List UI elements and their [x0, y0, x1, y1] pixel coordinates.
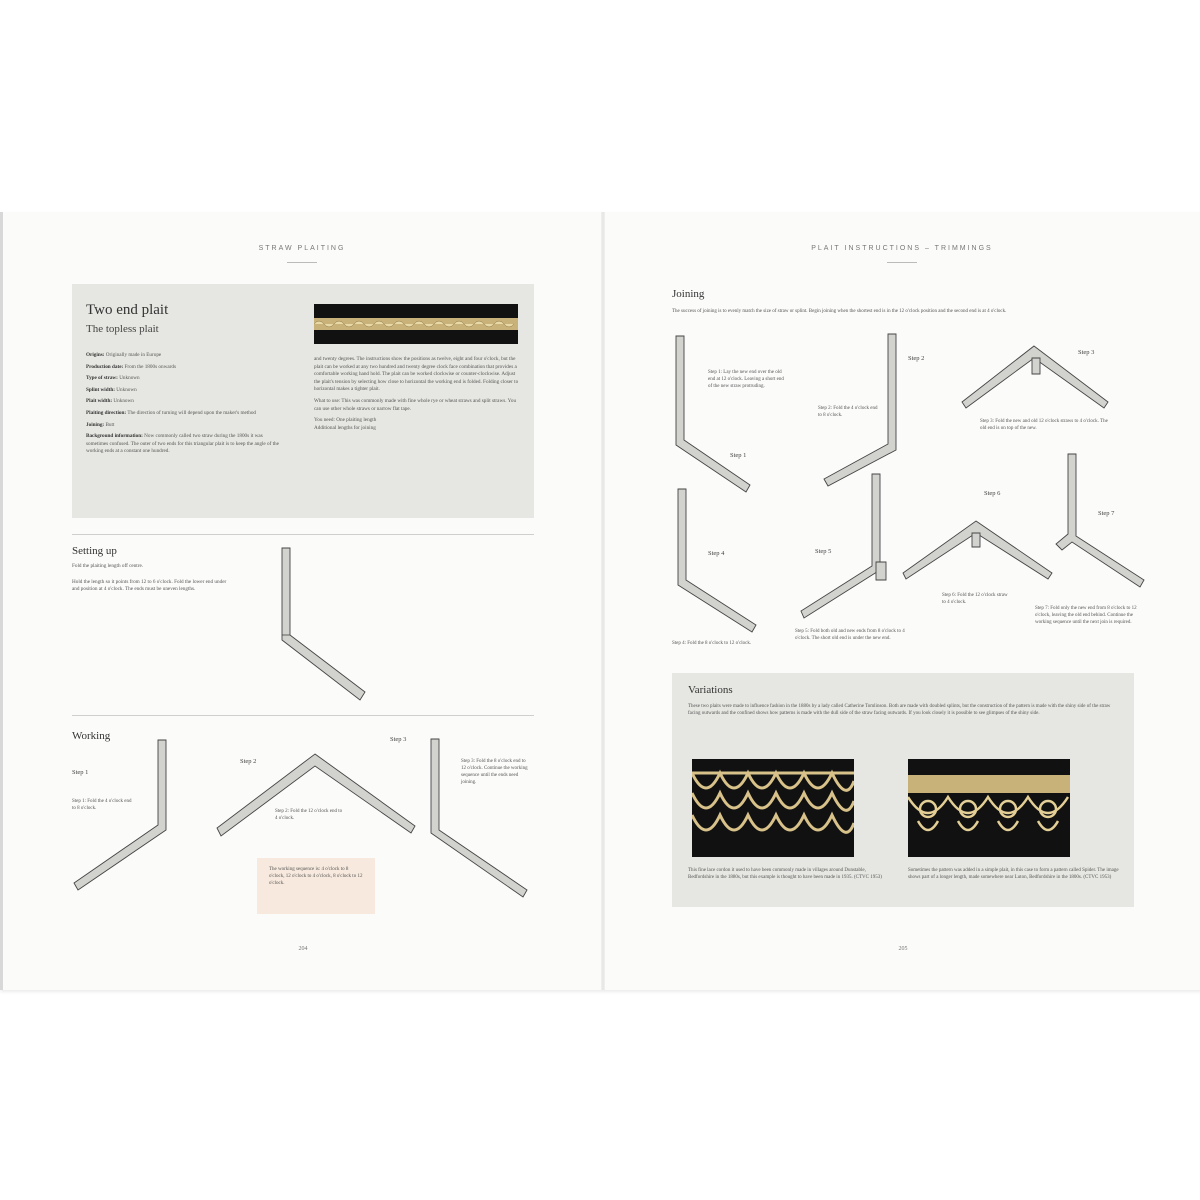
working-heading: Working [72, 730, 111, 742]
right-head-rule [887, 262, 917, 263]
working-step2-diagram [215, 748, 420, 843]
setting-up-heading: Setting up [72, 545, 117, 557]
info-field: Joining: Butt [86, 421, 115, 428]
page-gutter [601, 212, 605, 990]
spider-caption: Sometimes the pattern was added in a simple plait, in this case to form a pattern called Spider. The image shows part of a longer length, made somewhere near Luton, Bedfordshire in the 1800s. (CTVC 1953) [908, 868, 1119, 880]
scallop-lace-photo [692, 759, 854, 857]
working-sequence-note: The working sequence is: 4 o'clock to 8 o'clock, 12 o'clock to 4 o'clock, 8 o'clock to 12 o'clock. [257, 858, 375, 914]
info-field: Origins: Originally made in Europe [86, 352, 162, 358]
right-running-head: PLAIT INSTRUCTIONS – TRIMMINGS [811, 245, 993, 252]
joining-step2-diagram [820, 330, 900, 490]
working-step3-label: Step 3 [390, 736, 407, 743]
section-divider [72, 715, 534, 716]
plait-title: Two end plait [86, 302, 169, 318]
joining-step5-label: Step 5 [815, 548, 832, 555]
joining-step7-label: Step 7 [1098, 510, 1115, 517]
info-right-column [314, 356, 520, 432]
joining-step2-label: Step 2 [908, 355, 925, 362]
variations-box [672, 673, 1134, 907]
joining-step5-diagram [798, 470, 893, 625]
info-field: Production date: From the 1800s onwards [86, 363, 176, 370]
info-box [72, 284, 534, 518]
right-folio: 205 [898, 946, 908, 952]
joining-step1-diagram [668, 330, 758, 495]
joining-step3-text: Step 3: Fold the new and old 12 o'clock straws to 4 o'clock. The old end is on top of the new. [980, 419, 1108, 431]
setting-up-text [72, 563, 232, 594]
joining-heading: Joining [672, 288, 705, 300]
joining-step4-label: Step 4 [708, 550, 725, 557]
info-field: Plaiting direction: The direction of turning will depend upon the maker's method [86, 409, 257, 416]
info-field: Plait width: Unknown [86, 398, 134, 405]
working-step2-text: Step 2: Fold the 12 o'clock end to 4 o'clock. [275, 809, 343, 821]
joining-step4-diagram [672, 485, 762, 635]
spider-lace-photo [908, 759, 1070, 857]
joining-step1-text: Step 1: Lay the new end over the old end at 12 o'clock. Leaving a short end of the new straw protruding. [708, 370, 784, 389]
joining-step6-text: Step 6: Fold the 12 o'clock straw to 4 o'clock. [942, 593, 1008, 605]
left-folio: 204 [298, 946, 308, 952]
joining-step3-label: Step 3 [1078, 349, 1095, 356]
info-paragraph: What to use: This was commonly made with fine whole rye or wheat straws and split straws. You can use other whole straws or narrow flat tape. [314, 397, 517, 412]
variations-heading: Variations [688, 684, 733, 696]
plait-photo-image [314, 304, 518, 344]
plait-photo [314, 304, 518, 344]
joining-step1-label: Step 1 [730, 452, 747, 459]
left-running-head: STRAW PLAITING [258, 245, 346, 252]
info-fields [86, 352, 286, 456]
joining-step7-text: Step 7: Fold only the new end from 8 o'clock to 12 o'clock, leaving the old end behind. Continue the working sequence until the next join is required. [1035, 606, 1137, 625]
working-step1-label: Step 1 [72, 769, 89, 776]
scallop-lace-image [692, 759, 854, 857]
info-field: Background information: Now commonly called two straw during the 1800s it was sometimes confused. The outer of two ends for this triangular plait is to keep the angle of the working ends at a constant one hundred. [86, 433, 279, 455]
plait-subtitle: The topless plait [86, 323, 159, 335]
variations-text: These two plaits were made to influence fashion in the 1880s by a lady called Catherine Tomlinson. Both are made with doubled splints, but the construction of the pattern is made with the shiny side of the straw facing outwards and the confined shows how patterns is made with the dull side of the straw facing outwards. If you look closely it is possible to see glimpses of the shiny side. [688, 704, 1111, 716]
left-head-rule [287, 262, 317, 263]
spider-lace-image [908, 759, 1070, 857]
joining-intro: The success of joining is to evenly match the size of straw or splint. Begin joining when the shortest end is in the 12 o'clock position and the second end is at 4 o'clock. [672, 309, 1007, 314]
joining-step6-diagram [900, 515, 1055, 585]
working-step2-label: Step 2 [240, 758, 257, 765]
joining-step6-label: Step 6 [984, 490, 1001, 497]
info-paragraph: You need: One plaiting length [314, 417, 377, 424]
joining-step7-diagram [1052, 450, 1148, 590]
working-step1-diagram [70, 735, 180, 895]
setting-up-diagram [260, 540, 380, 710]
info-paragraph: Additional lengths for joining [314, 424, 376, 431]
joining-step2-text: Step 2: Fold the 4 o'clock end to 8 o'clock. [818, 406, 878, 418]
scallop-caption: This fine lace cordon it used to have been commonly made in villages around Dunstable, Bedfordshire in the 1880s, but this example is thought to have been made in 1935. (CTVC 1953) [688, 868, 882, 880]
section-divider [72, 534, 534, 535]
joining-step4-text: Step 4: Fold the 8 o'clock to 12 o'clock. [672, 641, 752, 646]
setting-up-line: Fold the plaiting length off centre. [72, 563, 144, 569]
setting-up-line: Hold the length so it points from 12 to 6 o'clock. Fold the lower end under and position at 4 o'clock. The ends must be uneven lengths. [72, 578, 227, 593]
info-paragraph: and twenty degrees. The instructions show the positions as twelve, eight and four o'clock, but the plait can be worked at any two hundred and twenty degree clock face combination that provides a comfortable working hand hold. The plait can be worked clockwise or counter-clockwise. Adjust the plait's tension by selecting how close to horizontal the working end is folded. Folding closer to horizontal makes a tighter plait. [314, 356, 519, 393]
working-step1-text: Step 1: Fold the 4 o'clock end to 8 o'clock. [72, 799, 132, 811]
joining-step5-text: Step 5: Fold both old and new ends from 8 o'clock to 4 o'clock. The short old end is under the new end. [795, 629, 905, 641]
info-field: Splint width: Unknown [86, 386, 137, 393]
working-step3-text: Step 3: Fold the 8 o'clock end to 12 o'clock. Continue the working sequence until the ends need joining. [461, 759, 528, 785]
info-field: Type of straw: Unknown [86, 375, 140, 382]
